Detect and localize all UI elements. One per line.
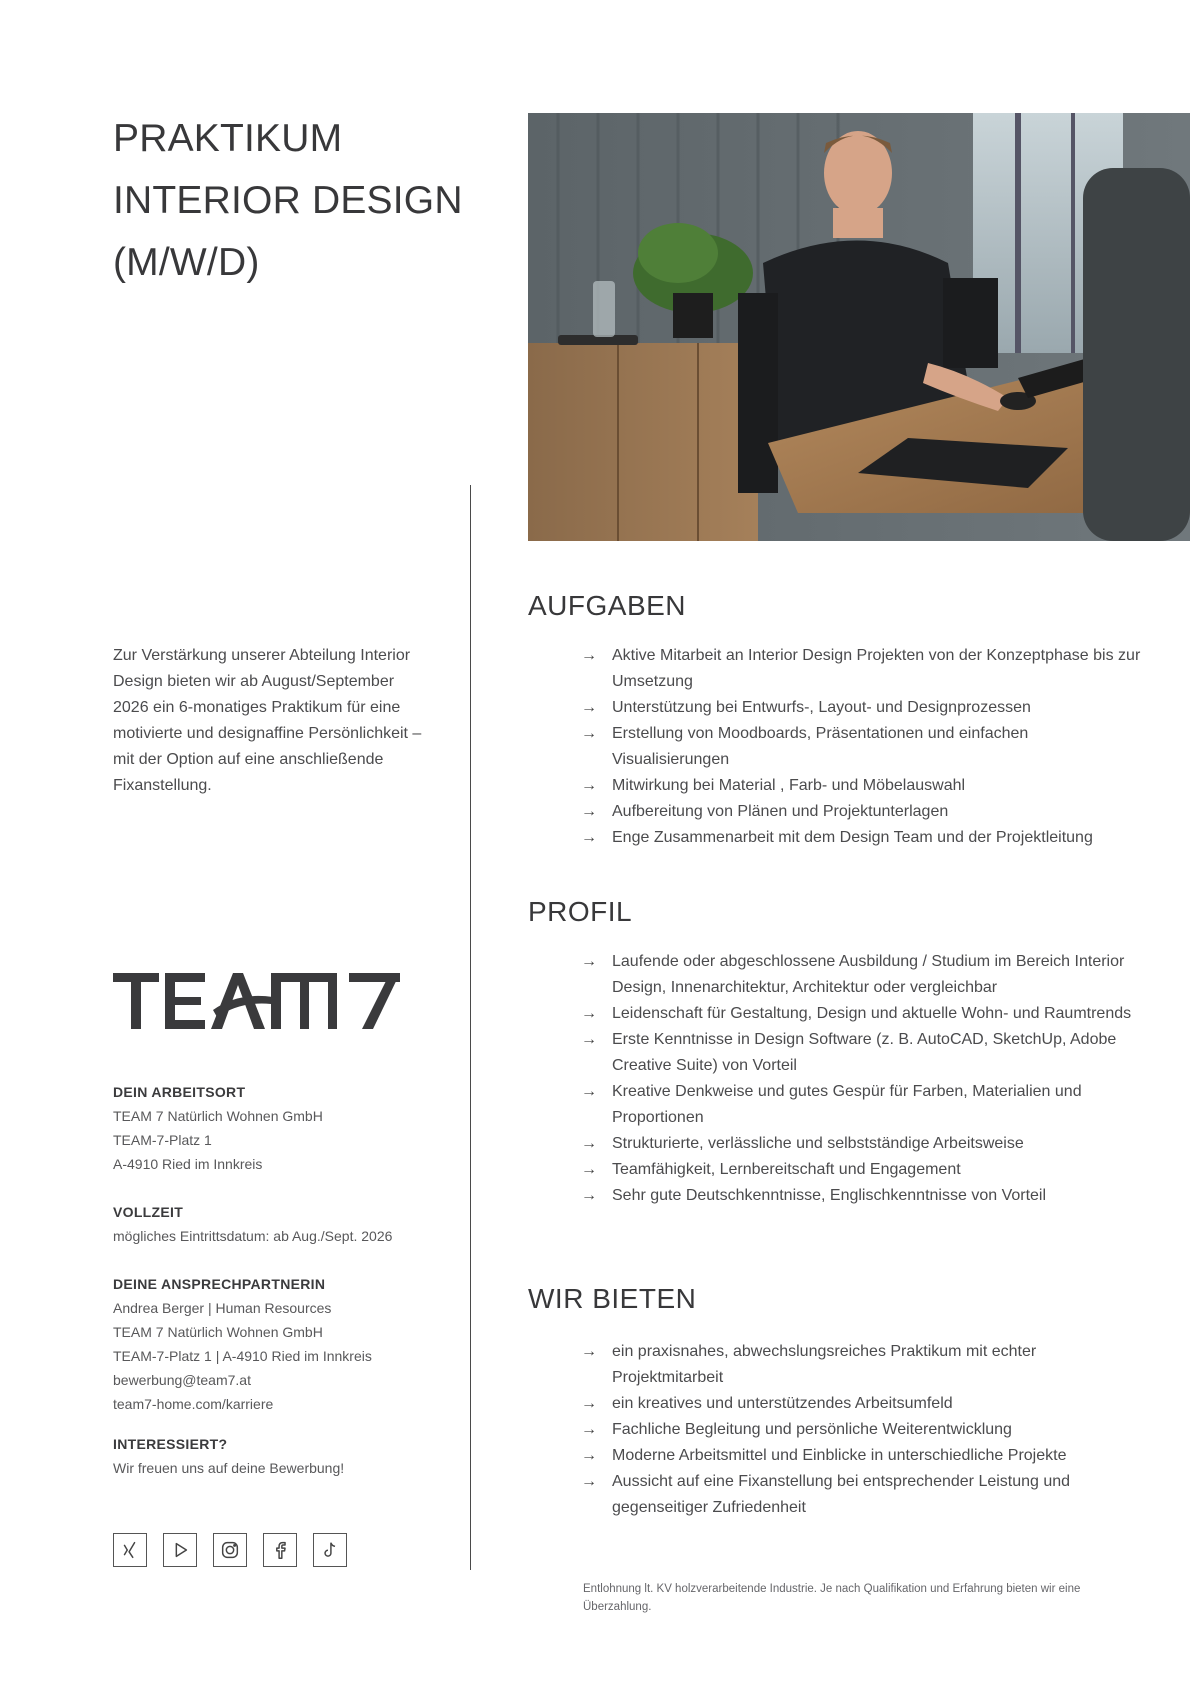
profil-heading: PROFIL bbox=[528, 896, 633, 927]
list-item-text: Fachliche Begleitung und persönliche Weiterentwicklung bbox=[612, 1421, 1012, 1438]
list-item bbox=[581, 1183, 1141, 1209]
arbeitsort-block bbox=[113, 1080, 453, 1176]
instagram-icon[interactable] bbox=[213, 1533, 247, 1567]
arrow-right-icon: → bbox=[581, 699, 597, 716]
list-item-text: Unterstützung bei Entwurfs-, Layout- und Designprozessen bbox=[612, 699, 1031, 716]
contact-address: TEAM-7-Platz 1 | A-4910 Ried im Innkreis bbox=[113, 1348, 372, 1364]
arrow-right-icon: → bbox=[581, 1005, 597, 1022]
list-item bbox=[581, 949, 1141, 1001]
list-item bbox=[581, 1079, 1141, 1131]
list-item bbox=[581, 1443, 1141, 1469]
list-item-text: Sehr gute Deutschkenntnisse, Englischkenntnisse von Vorteil bbox=[612, 1187, 1047, 1204]
list-item bbox=[581, 1157, 1141, 1183]
list-item bbox=[581, 721, 1141, 773]
column-divider bbox=[470, 485, 471, 1570]
list-item-text: Enge Zusammenarbeit mit dem Design Team und der Projektleitung bbox=[612, 829, 1093, 846]
contact-name: Andrea Berger | Human Resources bbox=[113, 1300, 332, 1316]
page-title bbox=[113, 108, 493, 294]
list-item bbox=[581, 773, 1141, 799]
vollzeit-block bbox=[113, 1200, 453, 1248]
arrow-right-icon: → bbox=[581, 1161, 597, 1178]
list-item-text: Mitwirkung bei Material , Farb- und Möbelauswahl bbox=[612, 777, 966, 794]
social-links bbox=[113, 1533, 347, 1567]
aufgaben-list bbox=[581, 643, 1141, 851]
team7-logo bbox=[113, 970, 400, 1032]
list-item bbox=[581, 1417, 1141, 1443]
list-item-text: Strukturierte, verlässliche und selbstständige Arbeitsweise bbox=[612, 1135, 1024, 1152]
contact-email-link[interactable]: bewerbung@team7.at bbox=[113, 1372, 251, 1388]
arbeitsort-line: A-4910 Ried im Innkreis bbox=[113, 1156, 263, 1172]
contact-company: TEAM 7 Natürlich Wohnen GmbH bbox=[113, 1324, 323, 1340]
arbeitsort-heading: DEIN ARBEITSORT bbox=[113, 1084, 246, 1100]
list-item bbox=[581, 1027, 1141, 1079]
salary-footnote: Entlohnung lt. KV holzverarbeitende Industrie. Je nach Qualifikation und Erfahrung bieten wir eine Überzahlung. bbox=[583, 1583, 1081, 1613]
wir-bieten-heading: WIR BIETEN bbox=[528, 1283, 697, 1314]
list-item bbox=[581, 1391, 1141, 1417]
arrow-right-icon: → bbox=[581, 953, 597, 970]
facebook-icon[interactable] bbox=[263, 1533, 297, 1567]
list-item bbox=[581, 643, 1141, 695]
xing-icon[interactable] bbox=[113, 1533, 147, 1567]
arrow-right-icon: → bbox=[581, 1421, 597, 1438]
list-item-text: Kreative Denkweise und gutes Gespür für Farben, Materialien und Proportionen bbox=[612, 1083, 1082, 1126]
list-item-text: Erstellung von Moodboards, Präsentationen und einfachen Visualisierungen bbox=[612, 725, 1029, 768]
vollzeit-line: mögliches Eintrittsdatum: ab Aug./Sept. 2026 bbox=[113, 1228, 393, 1244]
arrow-right-icon: → bbox=[581, 1447, 597, 1464]
title-line-1: PRAKTIKUM bbox=[113, 117, 343, 160]
arrow-right-icon: → bbox=[581, 1187, 597, 1204]
arrow-right-icon: → bbox=[581, 829, 597, 846]
list-item-text: Teamfähigkeit, Lernbereitschaft und Engagement bbox=[612, 1161, 961, 1178]
arrow-right-icon: → bbox=[581, 1343, 597, 1360]
ansprechpartnerin-heading: DEINE ANSPRECHPARTNERIN bbox=[113, 1276, 326, 1292]
list-item bbox=[581, 825, 1141, 851]
office-photo bbox=[528, 113, 1190, 541]
aufgaben-heading: AUFGABEN bbox=[528, 590, 687, 621]
list-item bbox=[581, 695, 1141, 721]
list-item bbox=[581, 799, 1141, 825]
arrow-right-icon: → bbox=[581, 647, 597, 664]
list-item-text: Laufende oder abgeschlossene Ausbildung / Studium im Bereich Interior Design, Innenarchitektur, Architektur oder vergleichbar bbox=[612, 953, 1125, 996]
title-line-2: INTERIOR DESIGN bbox=[113, 179, 463, 222]
arrow-right-icon: → bbox=[581, 777, 597, 794]
interessiert-line: Wir freuen uns auf deine Bewerbung! bbox=[113, 1460, 345, 1476]
arrow-right-icon: → bbox=[581, 1395, 597, 1412]
arrow-right-icon: → bbox=[581, 1083, 597, 1100]
arrow-right-icon: → bbox=[581, 803, 597, 820]
ansprechpartnerin-block bbox=[113, 1272, 453, 1416]
list-item-text: Aktive Mitarbeit an Interior Design Projekten von der Konzeptphase bis zur Umsetzung bbox=[612, 647, 1141, 690]
profil-list bbox=[581, 949, 1141, 1209]
arbeitsort-line: TEAM 7 Natürlich Wohnen GmbH bbox=[113, 1108, 323, 1124]
wir-bieten-list bbox=[581, 1339, 1141, 1521]
intro-text: Zur Verstärkung unserer Abteilung Interior Design bieten wir ab August/September 2026 ein 6-monatiges Praktikum für eine motivierte und designaffine Persönlichkeit – mit der Option auf eine anschließende Fixanstellung. bbox=[113, 647, 422, 794]
list-item-text: ein kreatives und unterstützendes Arbeitsumfeld bbox=[612, 1395, 953, 1412]
list-item-text: Aufbereitung von Plänen und Projektunterlagen bbox=[612, 803, 949, 820]
arrow-right-icon: → bbox=[581, 1473, 597, 1490]
career-website-link[interactable]: team7-home.com/karriere bbox=[113, 1396, 274, 1412]
tiktok-icon[interactable] bbox=[313, 1533, 347, 1567]
youtube-icon[interactable] bbox=[163, 1533, 197, 1567]
list-item-text: Leidenschaft für Gestaltung, Design und aktuelle Wohn- und Raumtrends bbox=[612, 1005, 1132, 1022]
list-item-text: ein praxisnahes, abwechslungsreiches Praktikum mit echter Projektmitarbeit bbox=[612, 1343, 1037, 1386]
vollzeit-heading: VOLLZEIT bbox=[113, 1204, 184, 1220]
list-item-text: Moderne Arbeitsmittel und Einblicke in unterschiedliche Projekte bbox=[612, 1447, 1067, 1464]
interessiert-heading: INTERESSIERT? bbox=[113, 1436, 228, 1452]
interessiert-block bbox=[113, 1432, 453, 1480]
list-item bbox=[581, 1131, 1141, 1157]
arbeitsort-line: TEAM-7-Platz 1 bbox=[113, 1132, 212, 1148]
list-item-text: Erste Kenntnisse in Design Software (z. B. AutoCAD, SketchUp, Adobe Creative Suite) von Vorteil bbox=[612, 1031, 1117, 1074]
arrow-right-icon: → bbox=[581, 1135, 597, 1152]
list-item-text: Aussicht auf eine Fixanstellung bei entsprechender Leistung und gegenseitiger Zufriedenheit bbox=[612, 1473, 1071, 1516]
list-item bbox=[581, 1339, 1141, 1391]
arrow-right-icon: → bbox=[581, 725, 597, 742]
title-line-3: (M/W/D) bbox=[113, 241, 260, 284]
list-item bbox=[581, 1469, 1141, 1521]
list-item bbox=[581, 1001, 1141, 1027]
arrow-right-icon: → bbox=[581, 1031, 597, 1048]
